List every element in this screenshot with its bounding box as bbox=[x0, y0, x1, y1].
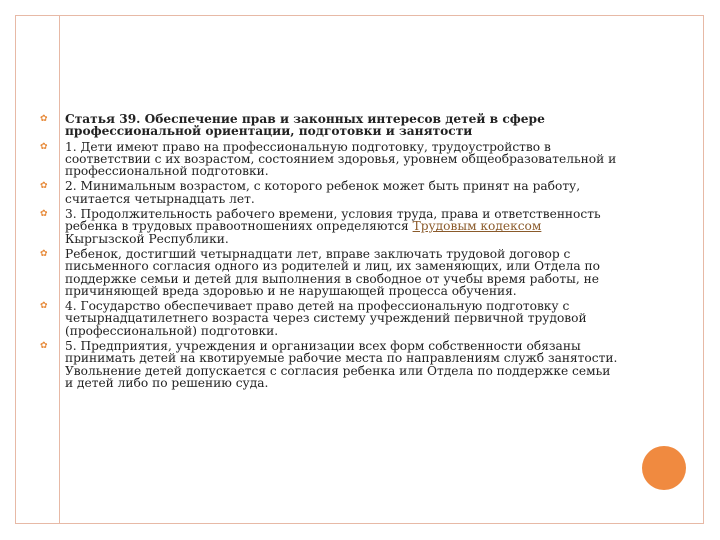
labor-code-link[interactable]: Трудовым кодексом bbox=[412, 219, 542, 234]
bullet-icon: ✿ bbox=[40, 248, 48, 259]
slide-content bbox=[40, 113, 620, 392]
list-item bbox=[40, 248, 620, 297]
bullet-icon: ✿ bbox=[40, 114, 48, 124]
list-item bbox=[40, 180, 620, 205]
list-item bbox=[40, 208, 620, 245]
bullet-icon: ✿ bbox=[40, 141, 48, 152]
bullet-icon: ✿ bbox=[40, 301, 48, 312]
list-item bbox=[40, 340, 620, 389]
list-item bbox=[40, 141, 620, 178]
bullet-icon: ✿ bbox=[40, 209, 48, 220]
list-item bbox=[40, 300, 620, 337]
paragraph-4: Ребенок, достигший четырнадцати лет, вправе заключать трудовой договор с письменного согласия одного из родителей и лиц, их заменяющих, или Отдела по поддержке семьи и детей для выполнения в свободное от учебы время работы, не причиняющей вреда здоровью и не нарушающей процесса обучения. bbox=[65, 246, 600, 298]
bullet-icon: ✿ bbox=[40, 181, 48, 192]
paragraph-1: 1. Дети имеют право на профессиональную подготовку, трудоустройство в соответствии с их возрастом, состоянием здоровья, уровнем общеобразовательной и профессиональной подготовки. bbox=[65, 139, 617, 179]
article-heading: Статья 39. Обеспечение прав и законных интересов детей в сфере профессиональной ориентации, подготовки и занятости bbox=[65, 112, 545, 139]
bullet-icon: ✿ bbox=[40, 341, 48, 352]
orange-circle-icon bbox=[642, 446, 686, 490]
paragraph-3: 3. Продолжительность рабочего времени, условия труда, права и ответственность ребенка в трудовых правоотношениях определяются Трудовым кодексом Кыргызской Республики. bbox=[65, 207, 601, 246]
list-item bbox=[40, 113, 620, 138]
paragraph-5: 4. Государство обеспечивает право детей на профессиональную подготовку с четырнадцатилетнего возраста через систему учреждений первичной трудовой (профессиональной) подготовки. bbox=[65, 299, 587, 338]
paragraph-6: 5. Предприятия, учреждения и организации всех форм собственности обязаны принимать детей на квотируемые рабочие места по направлениям служб занятости. Увольнение детей допускается с согласия ребенка или Отдела по поддержке семьи и детей либо по решению суда. bbox=[65, 339, 618, 390]
paragraph-2: 2. Минимальным возрастом, с которого ребенок может быть принят на работу, считается четырнадцать лет. bbox=[65, 179, 581, 206]
